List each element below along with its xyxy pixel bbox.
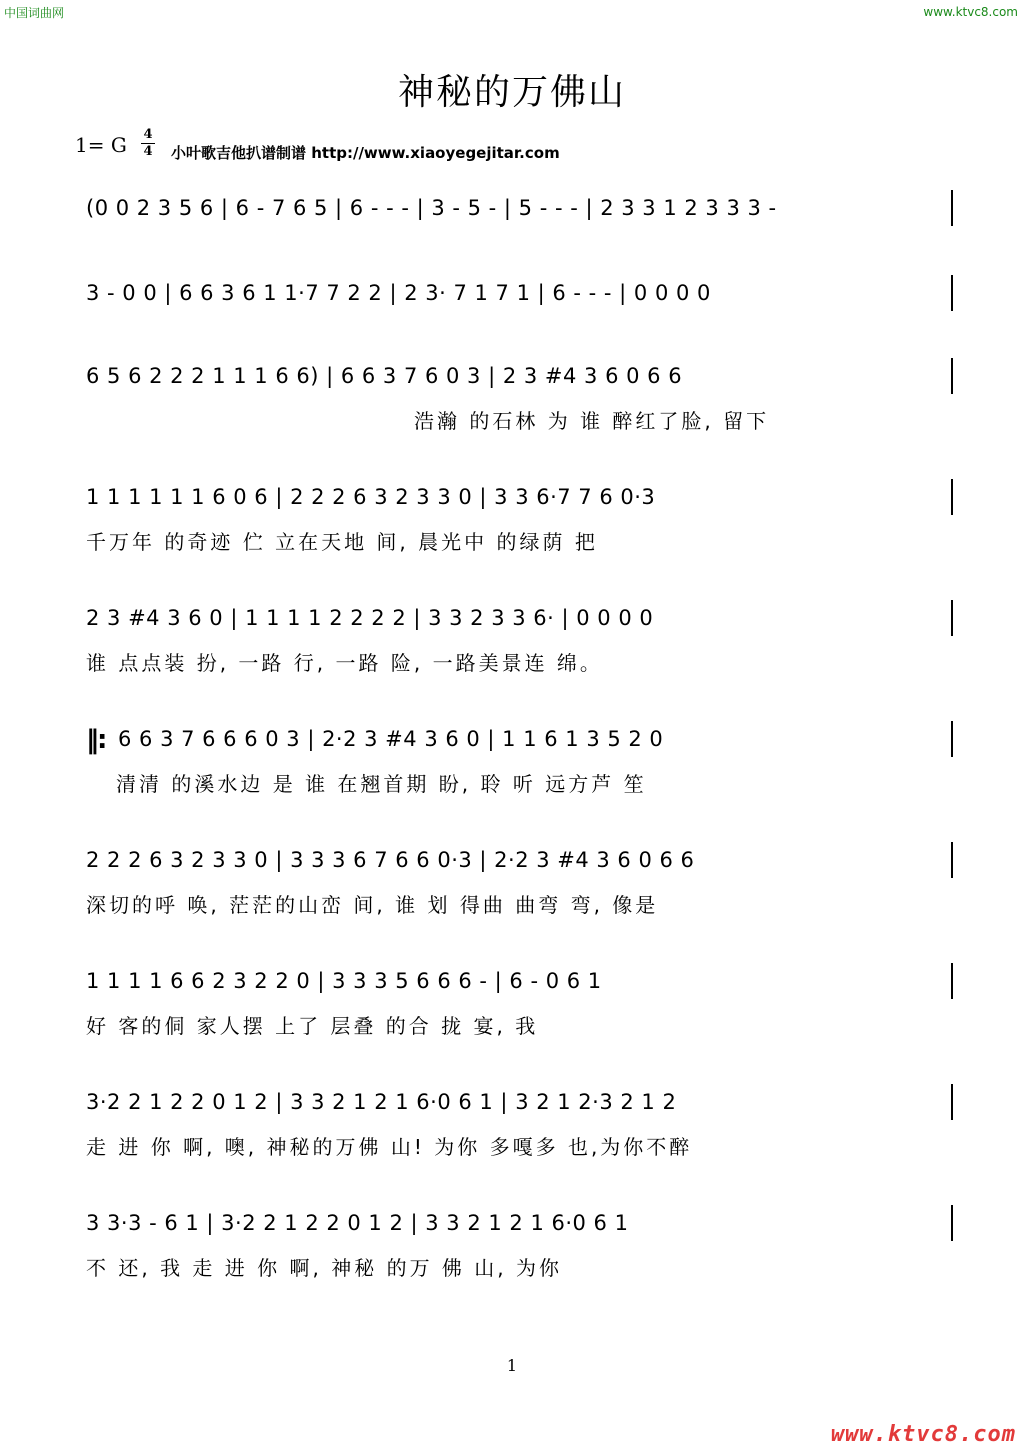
system-5-lyrics: 谁 点点装 扮, 一路 行, 一路 险, 一路美景连 绵。 [86, 651, 603, 675]
barline [951, 358, 953, 394]
system-7-notes: 2 2 2 6 3 2 3 3 0 | 3 3 3 6 7 6 6 0·3 | 2·2 3 #4 3 6 0 6 6 [86, 848, 695, 872]
barline [951, 190, 953, 226]
system-10-lyrics: 不 还, 我 走 进 你 啊, 神秘 的万 佛 山, 为你 [86, 1256, 563, 1280]
key-signature: 1= G [75, 133, 127, 157]
system-3-lyrics: 浩瀚 的石林 为 谁 醉红了脸, 留下 [414, 409, 770, 433]
system-4-notes: 1 1 1 1 1 1 6 0 6 | 2 2 2 6 3 2 3 3 0 | 3 3 6·7 7 6 0·3 [86, 485, 656, 509]
system-6-notes: 6 6 3 7 6 6 6 0 3 | 2·2 3 #4 3 6 0 | 1 1 6 1 3 5 2 0 [118, 727, 664, 751]
system-2-notes: 3 - 0 0 | 6 6 3 6 1 1·7 7 2 2 | 2 3· 7 1 7 1 | 6 - - - | 0 0 0 0 [86, 281, 711, 305]
time-signature-top: 4 [143, 127, 153, 142]
watermark-url[interactable]: www.ktvc8.com [830, 1422, 1016, 1447]
site-name-left[interactable]: 中国词曲网 [4, 6, 65, 20]
barline [951, 275, 953, 311]
system-8-notes: 1 1 1 1 6 6 2 3 2 2 0 | 3 3 3 5 6 6 6 - | 6 - 0 6 1 [86, 969, 602, 993]
barline [951, 1205, 953, 1241]
system-10-notes: 3 3·3 - 6 1 | 3·2 2 1 2 2 0 1 2 | 3 3 2 1 2 1 6·0 6 1 [86, 1211, 629, 1235]
barline [951, 842, 953, 878]
system-1-notes: (0 0 2 3 5 6 | 6 - 7 6 5 | 6 - - - | 3 - 5 - | 5 - - - | 2 3 3 1 2 3 3 3 - [86, 196, 777, 220]
system-4-lyrics: 千万年 的奇迹 伫 立在天地 间, 晨光中 的绿荫 把 [86, 530, 598, 554]
system-5-notes: 2 3 #4 3 6 0 | 1 1 1 1 2 2 2 2 | 3 3 2 3 3 6· | 0 0 0 0 [86, 606, 654, 630]
system-9-notes: 3·2 2 1 2 2 0 1 2 | 3 3 2 1 2 1 6·0 6 1 | 3 2 1 2·3 2 1 2 [86, 1090, 677, 1114]
system-7-lyrics: 深切的呼 唤, 茫茫的山峦 间, 谁 划 得曲 曲弯 弯, 像是 [86, 893, 659, 917]
song-title: 神秘的万佛山 [397, 72, 626, 113]
transcriber-credit: 小叶歌吉他扒谱制谱 http://www.xiaoyegejitar.com [171, 144, 560, 162]
barline [951, 963, 953, 999]
system-8-lyrics: 好 客的侗 家人摆 上了 层叠 的合 拢 宴, 我 [86, 1014, 539, 1038]
barline [951, 479, 953, 515]
system-9-lyrics: 走 进 你 啊, 噢, 神秘的万佛 山! 为你 多嘎多 也,为你不醉 [86, 1135, 693, 1159]
system-6-lyrics: 清清 的溪水边 是 谁 在翘首期 盼, 聆 听 远方芦 笙 [116, 772, 647, 796]
barline [951, 600, 953, 636]
system-3-notes: 6 5 6 2 2 2 1 1 1 6 6) | 6 6 3 7 6 0 3 | 2 3 #4 3 6 0 6 6 [86, 364, 683, 388]
page-number: 1 [506, 1356, 518, 1375]
repeat-sign: ‖: [86, 725, 106, 755]
site-url-right[interactable]: www.ktvc8.com [923, 5, 1018, 19]
barline [951, 721, 953, 757]
time-signature-bottom: 4 [143, 144, 153, 159]
barline [951, 1084, 953, 1120]
time-signature [141, 128, 155, 159]
